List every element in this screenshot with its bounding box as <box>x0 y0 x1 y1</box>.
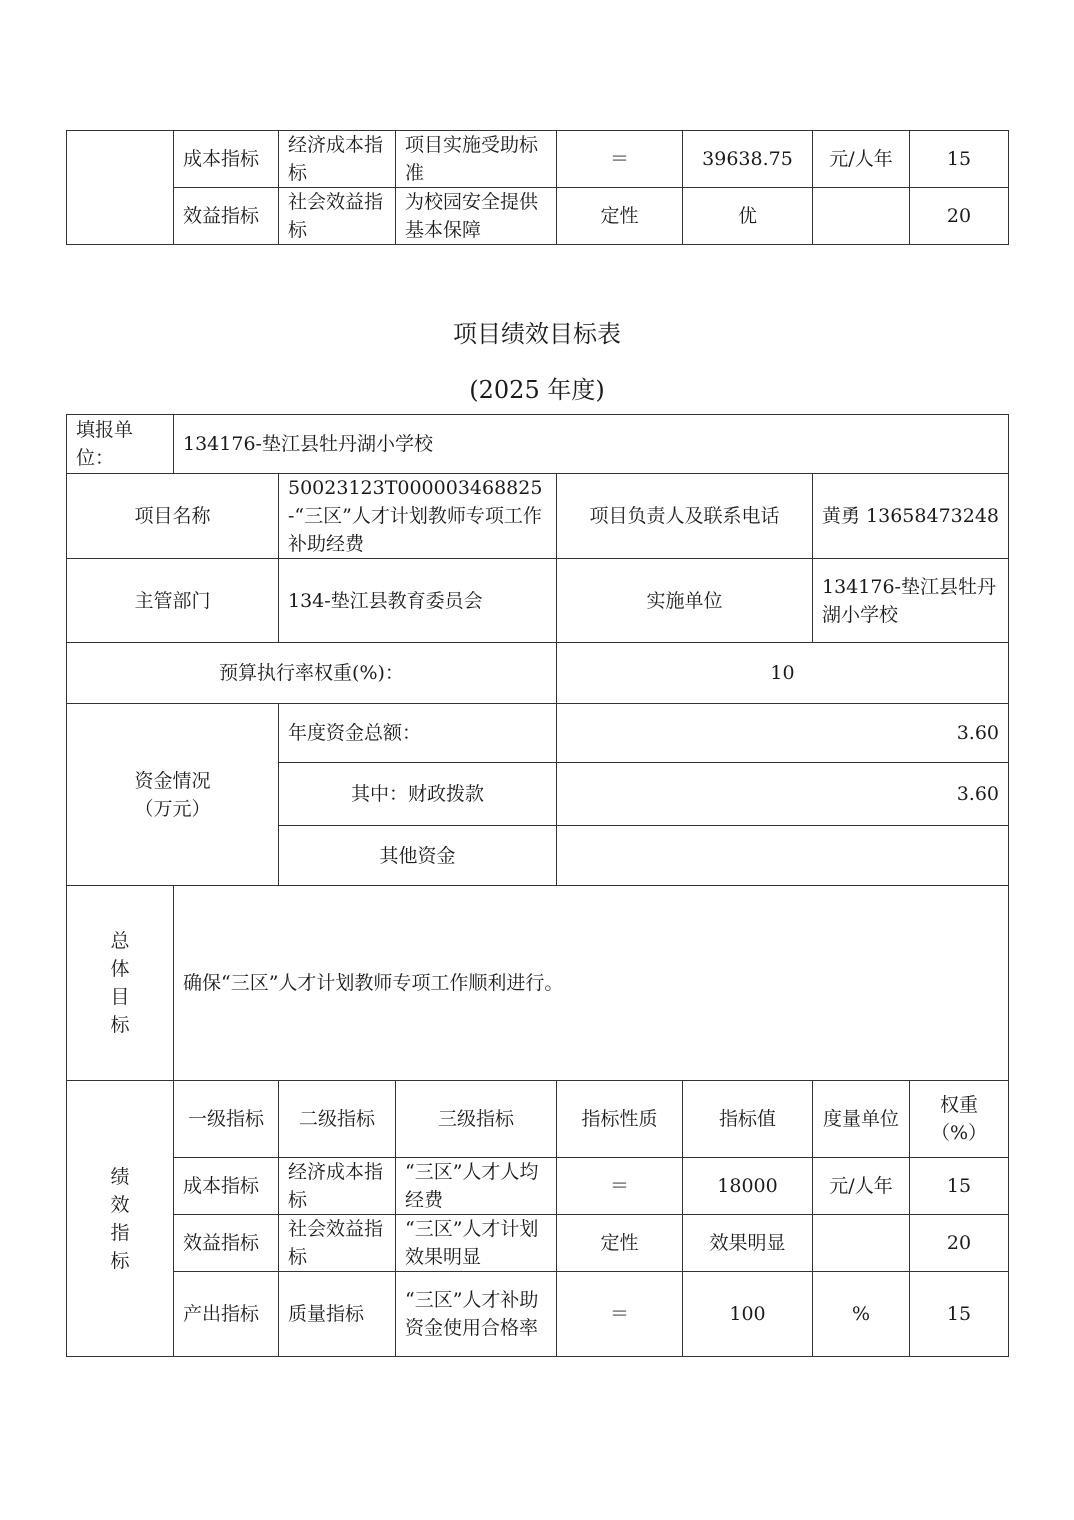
budget-rate-label: 预算执行率权重(%)： <box>67 643 557 704</box>
perf-header-row <box>67 1081 1009 1158</box>
unit-label: 填报单位： <box>67 415 174 474</box>
budget-rate-value: 10 <box>557 643 1009 704</box>
level3-cell: “三区”人才补助资金使用合格率 <box>396 1272 557 1357</box>
value-cell: 39638.75 <box>683 131 813 188</box>
project-name-value: 50023123T000003468825-“三区”人才计划教师专项工作补助经费 <box>279 474 557 559</box>
value-cell: 18000 <box>683 1158 813 1215</box>
contact-value: 黄勇 13658473248 <box>813 474 1009 559</box>
weight-cell: 20 <box>910 188 1009 245</box>
nature-cell: ＝ <box>557 131 683 188</box>
unit-cell <box>813 188 910 245</box>
level3-cell: “三区”人才计划效果明显 <box>396 1215 557 1272</box>
table-row <box>67 131 1009 188</box>
weight-cell: 15 <box>910 131 1009 188</box>
unit-cell: % <box>813 1272 910 1357</box>
funds-fiscal-value: 3.60 <box>557 763 1009 826</box>
goal-value: 确保“三区”人才计划教师专项工作顺利进行。 <box>174 886 1009 1081</box>
unit-row <box>67 415 1009 474</box>
funds-label-text: 资金情况（万元） <box>134 769 211 820</box>
level3-cell: 项目实施受助标准 <box>396 131 557 188</box>
header-nature: 指标性质 <box>557 1081 683 1158</box>
continuation-table <box>66 130 1009 245</box>
goal-label-text: 总体目标 <box>110 930 130 1036</box>
funds-fiscal-label: 其中：财政拨款 <box>279 763 557 826</box>
weight-cell: 15 <box>910 1272 1009 1357</box>
level2-cell: 社会效益指标 <box>279 188 396 245</box>
budget-rate-row <box>67 643 1009 704</box>
goal-label <box>67 886 174 1081</box>
unit-cell: 元/人年 <box>813 131 910 188</box>
goal-row <box>67 886 1009 1081</box>
level3-cell: “三区”人才人均经费 <box>396 1158 557 1215</box>
weight-cell: 20 <box>910 1215 1009 1272</box>
nature-cell: 定性 <box>557 188 683 245</box>
page-title: 项目绩效目标表 <box>453 320 621 348</box>
table-row <box>67 1215 1009 1272</box>
header-unit: 度量单位 <box>813 1081 910 1158</box>
perf-label-text: 绩效指标 <box>110 1165 130 1272</box>
unit-cell: 元/人年 <box>813 1158 910 1215</box>
dept-label: 主管部门 <box>67 559 279 643</box>
level2-cell: 质量指标 <box>279 1272 396 1357</box>
perf-label <box>67 1081 174 1357</box>
header-value: 指标值 <box>683 1081 813 1158</box>
weight-cell: 15 <box>910 1158 1009 1215</box>
unit-value: 134176-垫江县牡丹湖小学校 <box>174 415 1009 474</box>
header-weight: 权重（%） <box>910 1081 1009 1158</box>
header-l3: 三级指标 <box>396 1081 557 1158</box>
impl-value: 134176-垫江县牡丹湖小学校 <box>813 559 1009 643</box>
value-cell: 效果明显 <box>683 1215 813 1272</box>
contact-label: 项目负责人及联系电话 <box>557 474 813 559</box>
table-row <box>67 1158 1009 1215</box>
funds-other-value <box>557 826 1009 886</box>
funds-total-row <box>67 704 1009 763</box>
value-cell: 100 <box>683 1272 813 1357</box>
level2-cell: 经济成本指标 <box>279 1158 396 1215</box>
dept-row <box>67 559 1009 643</box>
value-cell: 优 <box>683 188 813 245</box>
unit-cell <box>813 1215 910 1272</box>
nature-cell: ＝ <box>557 1272 683 1357</box>
level1-cell: 成本指标 <box>174 131 279 188</box>
funds-total-label: 年度资金总额： <box>279 704 557 763</box>
project-name-label: 项目名称 <box>67 474 279 559</box>
header-l2: 二级指标 <box>279 1081 396 1158</box>
level1-cell: 效益指标 <box>174 1215 279 1272</box>
empty-cell <box>67 131 174 245</box>
funds-other-label: 其他资金 <box>279 826 557 886</box>
level2-cell: 社会效益指标 <box>279 1215 396 1272</box>
funds-total-value: 3.60 <box>557 704 1009 763</box>
page-subtitle: (2025 年度) <box>469 376 605 404</box>
performance-goal-table <box>66 414 1009 1357</box>
dept-value: 134-垫江县教育委员会 <box>279 559 557 643</box>
level3-cell: 为校园安全提供基本保障 <box>396 188 557 245</box>
header-l1: 一级指标 <box>174 1081 279 1158</box>
level1-cell: 成本指标 <box>174 1158 279 1215</box>
funds-label <box>67 704 279 886</box>
table-row <box>67 188 1009 245</box>
table-row <box>67 1272 1009 1357</box>
nature-cell: 定性 <box>557 1215 683 1272</box>
level2-cell: 经济成本指标 <box>279 131 396 188</box>
level1-cell: 效益指标 <box>174 188 279 245</box>
impl-label: 实施单位 <box>557 559 813 643</box>
level1-cell: 产出指标 <box>174 1272 279 1357</box>
project-row <box>67 474 1009 559</box>
nature-cell: ＝ <box>557 1158 683 1215</box>
